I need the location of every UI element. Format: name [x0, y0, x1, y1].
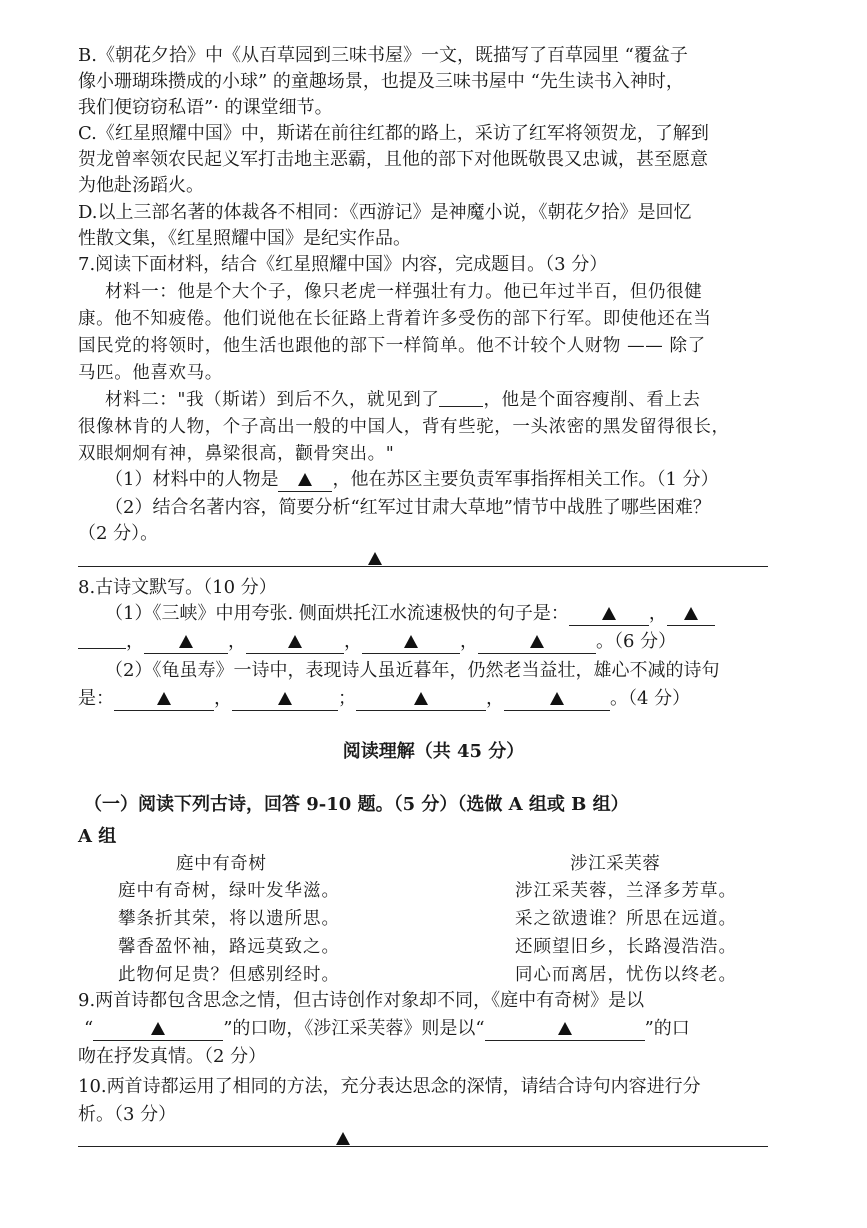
poem2-title: 涉江采芙蓉: [570, 854, 661, 874]
answer-triangle-icon: [288, 635, 302, 648]
q9-line3: 吻在抒发真情。（2 分）: [78, 1046, 267, 1067]
answer-triangle-icon: [684, 607, 698, 620]
q6-option-b-line2: 像小珊瑚珠攒成的小球” 的童趣场景，也提及三味书屋中 “先生读书入神时，: [78, 71, 684, 92]
q9-quote-open: “: [84, 1018, 94, 1039]
q9-text-end: ”的口: [644, 1018, 690, 1039]
answer-triangle-icon: [404, 635, 418, 648]
q8-blank-9[interactable]: [356, 692, 486, 711]
q6-option-c-line1: C.《红星照耀中国》中，斯诺在前往红都的路上，采访了红军将领贺龙，了解到: [78, 123, 709, 144]
q8-blank-8[interactable]: [232, 692, 338, 711]
answer-triangle-icon: [179, 635, 193, 648]
reading-section-title: 阅读理解（共 45 分）: [342, 741, 525, 762]
q6-option-b-line1: B.《朝花夕拾》中《从百草园到三味书屋》一文，既描写了百草园里 “覆盆子: [78, 45, 688, 66]
q9-text-mid: ”的口吻，《涉江采芙蓉》则是以“: [223, 1018, 485, 1039]
q6-option-b-line3: 我们便窃窃私语”· 的课堂细节。: [78, 97, 333, 118]
answer-triangle-icon: [336, 1132, 350, 1145]
poem1-line: 此物何足贵？但感别经时。: [118, 965, 340, 985]
q7-material1-line4: 马匹。他喜欢马。: [78, 363, 223, 383]
q8-sub2-end: 。（4 分）: [610, 688, 691, 709]
answer-triangle-icon: [157, 692, 171, 705]
q7-material2-text-b: ，他是个面容瘦削、看上去: [483, 390, 701, 410]
q7-material2-text-a: 材料二："我（斯诺）到后不久，就见到了: [105, 390, 440, 410]
q8-blank-4[interactable]: [246, 635, 344, 654]
q8-blank-7[interactable]: [114, 692, 214, 711]
q7-material2-line2: 很像林肯的人物，个子高出一般的中国人，背有些驼，一头浓密的黑发留得很长，: [78, 417, 730, 437]
poem1-title: 庭中有奇树: [176, 854, 267, 874]
q8-blank-3[interactable]: [144, 635, 228, 654]
q7-sub1-text-b: ，他在苏区主要负责军事指挥相关工作。（1 分）: [332, 469, 719, 490]
q6-option-d-line1: D.以上三部名著的体裁各不相同：《西游记》是神魔小说，《朝花夕拾》是回忆: [78, 202, 692, 223]
q8-blank-2[interactable]: [667, 607, 715, 626]
q9-blank-2[interactable]: [485, 1022, 645, 1041]
q7-material1-line3: 国民党的将领时，他生活也跟他的部下一样简单。他不计较个人财物 —— 除了: [78, 336, 706, 356]
poem1-line: 攀条折其荣，将以遗所思。: [118, 909, 340, 929]
q8-sub2-line1: （2）《龟虽寿》一诗中，表现诗人虽近暮年，仍然老当益壮，雄心不减的诗句: [105, 660, 720, 681]
q8-blank-6[interactable]: [478, 635, 596, 654]
q7-sub1: [105, 468, 795, 492]
q7-answer-line[interactable]: [78, 566, 768, 567]
q8-sub1-line1: （1）《三峡》中用夸张. 侧面烘托江水流速极快的句子是： ，: [105, 602, 795, 626]
q6-option-c-line2: 贺龙曾率领农民起义军打击地主恶霸，且他的部下对他既敬畏又忠诚，甚至愿意: [78, 149, 708, 170]
answer-triangle-icon: [602, 607, 616, 620]
q7-material2-line3: 双眼炯炯有神，鼻梁很高，颧骨突出。": [78, 444, 395, 464]
q7-material2-line1: [105, 388, 795, 412]
poem2-line: 涉江采芙蓉，兰泽多芳草。: [515, 881, 737, 901]
answer-triangle-icon: [151, 1022, 165, 1035]
answer-triangle-icon: [298, 473, 312, 486]
answer-triangle-icon: [368, 552, 382, 565]
q8-sub1-text: （1）《三峡》中用夸张. 侧面烘托江水流速极快的句子是：: [105, 603, 569, 624]
q7-material1-line1: 材料一：他是个大个子，像只老虎一样强壮有力。他已年过半百，但仍很健: [105, 282, 703, 302]
q8-stem: 8.古诗文默写。（10 分）: [78, 577, 277, 598]
q10-answer-line[interactable]: [78, 1146, 768, 1147]
poem2-line: 还顾望旧乡，长路漫浩浩。: [515, 937, 737, 957]
q8-sub2-prefix: 是：: [78, 688, 114, 709]
q7-sub1-answer-blank[interactable]: [278, 473, 332, 492]
q7-sub2-line2: （2 分）。: [78, 523, 159, 544]
q9-line1: 9.两首诗都包含思念之情，但古诗创作对象却不同，《庭中有奇树》是以: [78, 990, 645, 1011]
reading-part1-heading: （一）阅读下列古诗，回答 9-10 题。（5 分）（选做 A 组或 B 组）: [84, 794, 629, 815]
poem1-line: 庭中有奇树，绿叶发华滋。: [118, 881, 340, 901]
q7-sub2-line1: （2）结合名著内容，简要分析“红军过甘肃大草地”情节中战胜了哪些困难？: [105, 497, 711, 518]
q10-line1: 10.两首诗都运用了相同的方法，充分表达思念的深情，请结合诗句内容进行分: [78, 1076, 701, 1097]
q6-option-c-line3: 为他赴汤蹈火。: [78, 175, 204, 196]
answer-triangle-icon: [530, 635, 544, 648]
answer-triangle-icon: [558, 1022, 572, 1035]
q8-blank-1[interactable]: [569, 607, 649, 626]
q8-sub1-end: 。（6 分）: [596, 631, 677, 652]
q8-sub1-line2: ， ， ， ， 。（6 分）: [78, 630, 768, 654]
q6-option-d-line2: 性散文集，《红星照耀中国》是纪实作品。: [78, 228, 411, 249]
answer-triangle-icon: [550, 692, 564, 705]
q9-line2: [78, 1017, 768, 1041]
q10-line2: 析。（3 分）: [78, 1104, 177, 1125]
q8-blank-2-cont[interactable]: [78, 648, 126, 649]
answer-triangle-icon: [278, 692, 292, 705]
answer-triangle-icon: [414, 692, 428, 705]
q9-blank-1[interactable]: [93, 1022, 223, 1041]
poem2-line: 同心而离居，忧伤以终老。: [515, 965, 737, 985]
q7-material2-blank[interactable]: [439, 406, 483, 407]
poem1-line: 馨香盈怀袖，路远莫致之。: [118, 937, 340, 957]
group-a-label: A 组: [78, 826, 117, 847]
q7-sub1-text-a: （1）材料中的人物是: [105, 469, 279, 490]
q8-blank-10[interactable]: [504, 692, 610, 711]
q8-sub2-line2: 是： ， ； ， 。（4 分）: [78, 688, 691, 709]
q7-material1-line2: 康。他不知疲倦。他们说他在长征路上背着许多受伤的部下行军。即使他还在当: [78, 309, 712, 329]
q8-blank-5[interactable]: [362, 635, 460, 654]
q7-stem: 7.阅读下面材料，结合《红星照耀中国》内容，完成题目。（3 分）: [78, 254, 608, 275]
poem2-line: 采之欲遗谁？所思在远道。: [515, 909, 737, 929]
